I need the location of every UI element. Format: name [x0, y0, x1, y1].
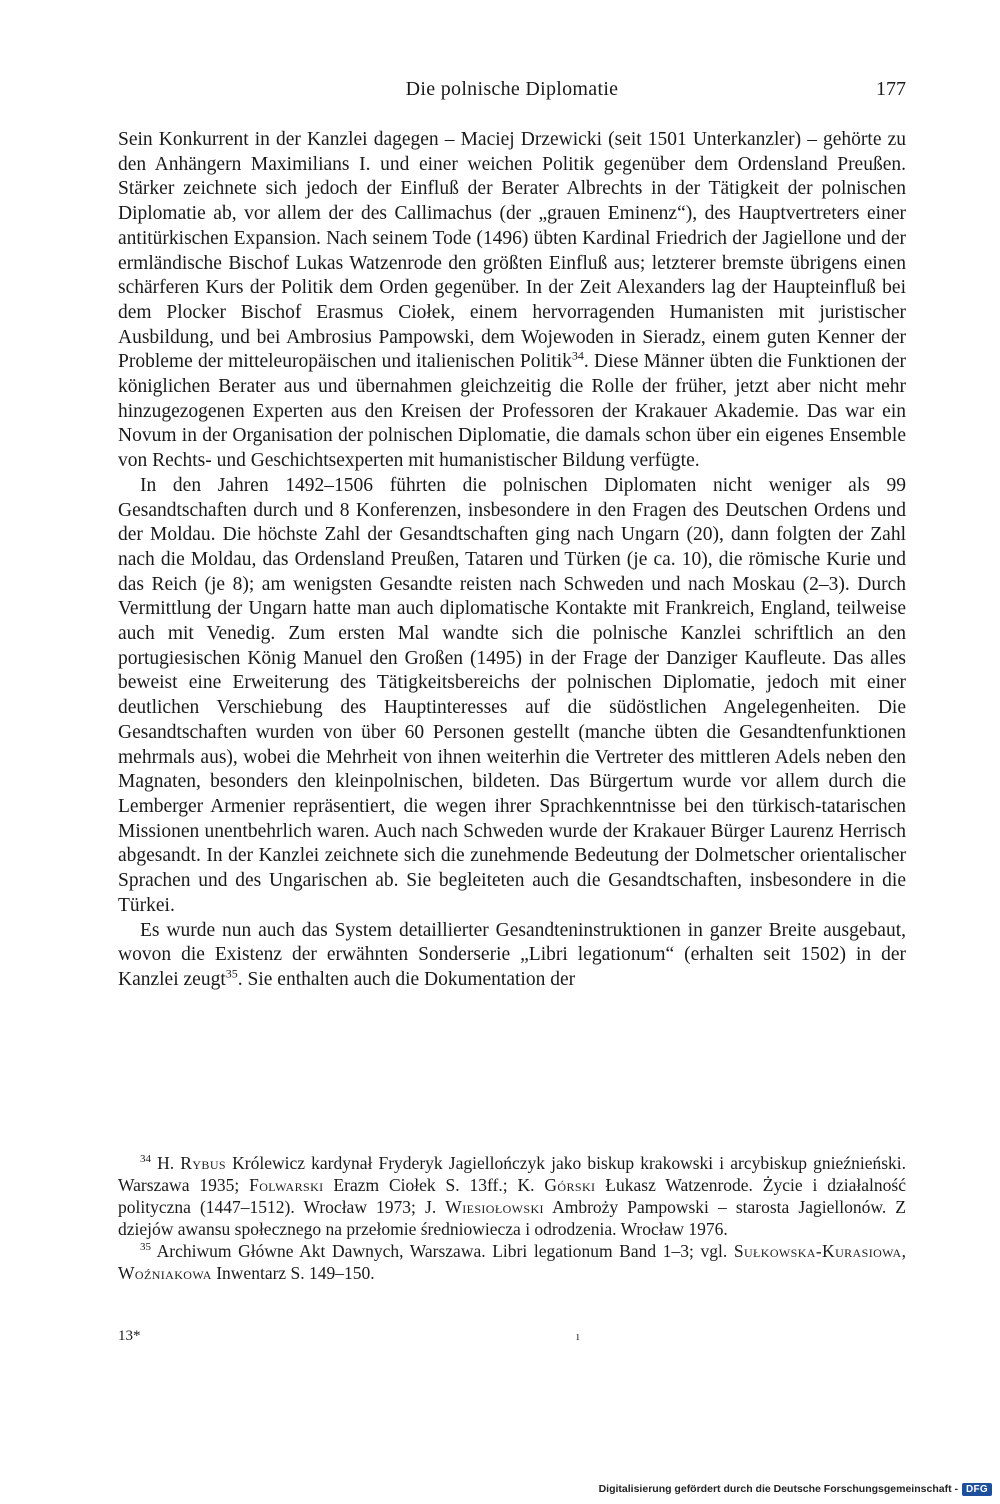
- paragraph-2: In den Jahren 1492–1506 führten die polnischen Diplomaten nicht weniger als 99 Gesandtschaften durch und 8 Konferenzen, insbesondere in den Fragen des Deutschen Ordens und der Moldau. Die höchste Zahl der Gesandtschaften ging nach Ungarn (20), dann folgten der Zahl nach die Moldau, das Ordensland Preußen, Tataren und Türken (je ca. 10), die römische Kurie und das Reich (je 8); am wenigsten Gesandte reisten nach Schweden und nach Moskau (2–3). Durch Vermittlung der Ungarn hatte man auch diplomatische Kontakte mit Frankreich, England, teilweise auch mit Venedig. Zum ersten Mal wandte sich die polnische Kanzlei schriftlich an den portugiesischen König Manuel den Großen (1495) in der Frage der Danziger Kaufleute. Das alles beweist eine Erweiterung des Tätigkeitsbereichs der polnischen Diplomatie, jedoch mit einer deutlichen Verschiebung des Hauptinteresses auf die südöstlichen Angelegenheiten. Die Gesandtschaften wurden von über 60 Personen gestellt (manche übten die Gesandtenfunktionen mehrmals aus), wobei die Mehrheit von ihnen weiterhin die Vertreter des mittleren Adels neben den Magnaten, besonders den kleinpolnischen, bildeten. Das Bürgertum wurde vor allem durch die Lemberger Armenier repräsentiert, die wegen ihrer Sprachkenntnisse bei den türkisch-tatarischen Missionen unentbehrlich waren. Auch nach Schweden wurde der Krakauer Bürger Laurenz Herrisch abgesandt. In der Kanzlei zeichnete sich die zunehmende Bedeutung der Dolmetscher orientalischer Sprachen und des Ungarischen ab. Sie begleiteten auch die Gesandtschaften, insbesondere in die Türkei.: [118, 474, 906, 916]
- author-name: Folwarski: [249, 1175, 324, 1195]
- footnote-text: Inwentarz S. 149–150.: [211, 1263, 375, 1283]
- footnote-number: 34: [140, 1153, 151, 1166]
- footnote-ref-35[interactable]: 35: [225, 966, 238, 981]
- main-text: [118, 128, 906, 993]
- footnote-text: Archiwum Główne Akt Dawnych, Warszawa. Libri legationum Band 1–3; vgl.: [151, 1241, 734, 1261]
- credit-text: Digitalisierung gefördert durch die Deutsche Forschungsgemeinschaft -: [598, 1483, 958, 1495]
- center-mark: ı: [576, 1328, 580, 1343]
- footnote-text: H.: [151, 1153, 181, 1173]
- paragraph-3-text-b: . Sie enthalten auch die Dokumentation der: [237, 968, 576, 990]
- paragraph-1: [118, 128, 906, 474]
- footnotes: [118, 1152, 906, 1284]
- footnote-35: [118, 1240, 906, 1284]
- paragraph-3: [118, 919, 906, 993]
- footnote-34: [118, 1152, 906, 1240]
- footnote-text: ,: [901, 1241, 906, 1261]
- footnote-number: 35: [140, 1241, 151, 1254]
- page-number: 177: [876, 78, 906, 100]
- footnote-text: Królewicz kardynał Fryderyk Jagiellończyk jako biskup krakowski i arcybiskup gnieźnieński. Warszawa 1935;: [118, 1153, 907, 1195]
- dfg-logo[interactable]: DFG: [962, 1483, 992, 1496]
- digitization-credit: [599, 1480, 992, 1498]
- footnote-text: Ambroży Pampowski – starosta Jagiellonów. Z dziejów awansu społecznego na przełomie średniowiecza i odrodzenia. Wrocław 1976.: [118, 1197, 906, 1239]
- author-name: Woźniakowa: [118, 1263, 212, 1283]
- author-name: Rybus: [180, 1153, 226, 1173]
- paragraph-3-text-a: Es wurde nun auch das System detaillierter Gesandteninstruktionen in ganzer Breite ausgebaut, wovon die Existenz der erwähnten Sonderserie „Libri legationum“ (erhalten seit 1502) in der Kanzlei zeugt: [118, 919, 906, 990]
- footnote-text: Erazm Ciołek S. 13ff.; K.: [323, 1175, 545, 1195]
- running-head-title: Die polnische Diplomatie: [405, 78, 619, 100]
- printer-signature: 13*: [118, 1328, 141, 1344]
- paragraph-1-text-a: Sein Konkurrent in der Kanzlei dagegen – Maciej Drzewicki (seit 1501 Unterkanzler) – gehörte zu den Anhängern Maximilians I. und einer weichen Politik gegenüber dem Ordensland Preußen. Stärker zeichnete sich jedoch der Einfluß der Berater Albrechts in der Tätigkeit der polnischen Diplomatie ab, vor allem der des Callimachus (der „grauen Eminenz“), des Hauptvertreters einer antitürkischen Expansion. Nach seinem Tode (1496) übten Kardinal Friedrich der Jagiellone und der ermländische Bischof Lukas Watzenrode den größten Einfluß aus; letzterer bremste übrigens einen schärferen Kurs der Politik dem Orden gegenüber. In der Zeit Alexanders lag der Haupteinfluß bei dem Plocker Bischof Erasmus Ciołek, einem hervorragenden Humanisten mit juristischer Ausbildung, und bei Ambrosius Pampowski, dem Wojewoden in Sieradz, einem guten Kenner der Probleme der mitteleuropäischen und italienischen Politik: [118, 129, 906, 373]
- running-head: [118, 74, 906, 104]
- author-name: Wiesiołowski: [445, 1197, 544, 1217]
- footnote-ref-34[interactable]: 34: [571, 348, 584, 363]
- author-name: Górski: [544, 1175, 596, 1195]
- author-name: Sułkowska-Kurasiowa: [733, 1241, 902, 1261]
- paragraph-1-text-b: . Diese Männer übten die Funktionen der königlichen Berater aus und übernahmen gleichzeitig die Rolle der früher, jetzt aber nicht mehr hinzugezogenen Experten aus den Kreisen der Professoren der Krakauer Akademie. Das war ein Novum in der Organisation der polnischen Diplomatie, die damals schon über ein eigenes Ensemble von Rechts- und Geschichtsexperten mit humanistischer Bildung verfügte.: [118, 351, 907, 472]
- footnote-text: Łukasz Watzenrode. Życie i działalność polityczna (1447–1512). Wrocław 1973; J.: [118, 1175, 906, 1217]
